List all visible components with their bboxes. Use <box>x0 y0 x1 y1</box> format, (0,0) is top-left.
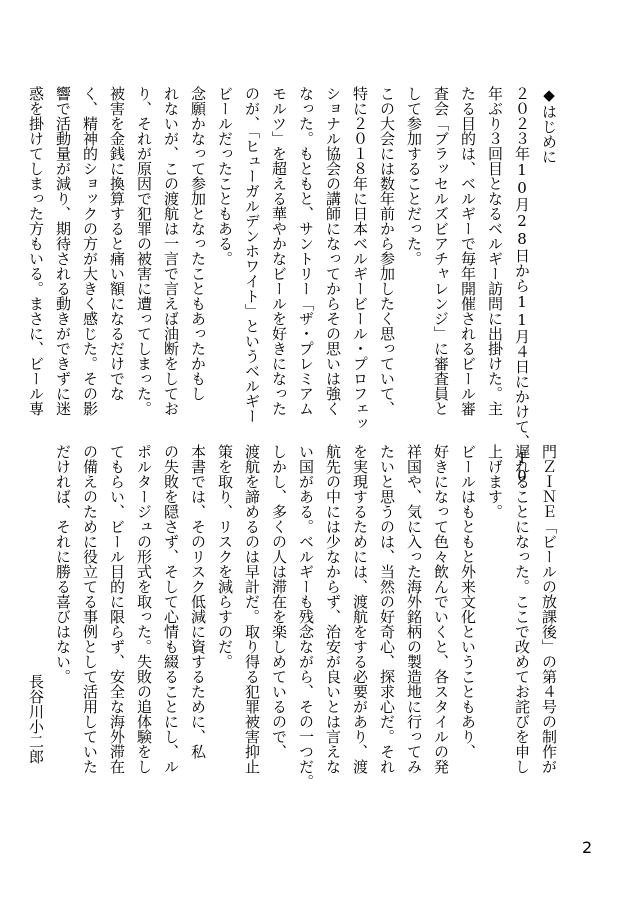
bottom-text-column: の失敗を隠さず、そして心情も綴ることにし、ル <box>162 444 180 774</box>
bottom-text-column: 航先の中には少なからず、治安が良いとは言えな <box>324 444 342 774</box>
bottom-text-column: しかし、多くの人は滞在を楽しめているので、 <box>270 444 288 759</box>
top-text-column: ビールだったこともある。 <box>216 86 234 266</box>
top-text-column: り、それが原因で犯罪の被害に遭ってしまった。 <box>135 86 153 416</box>
bottom-text-column: 好きになって色々飲んでいくと、各スタイルの発 <box>432 444 450 774</box>
bottom-text-column: を実現するためには、渡航をする必要があり、渡 <box>351 444 369 774</box>
top-text-column: 査会「ブラッセルズビアチャレンジ」に審査員と <box>432 86 450 416</box>
top-text-column: モルツ」を超える華やかなビールを好きになった <box>270 86 288 416</box>
top-text-column: 特に２０１８年に日本ベルギービール・プロフェッ <box>351 86 369 431</box>
top-text-column: 念願かなって参加となったこともあったかもし <box>189 86 207 401</box>
bottom-text-column: い国がある。ベルギーも残念ながら、その一つだ。 <box>297 444 315 789</box>
bottom-text-column: 長谷川小二郎 <box>27 674 45 764</box>
top-text-column: ◆はじめに <box>540 86 558 164</box>
bottom-text-column: 本書では、そのリスク低減に資するために、私 <box>189 444 207 759</box>
bottom-text-column: 渡航を諦めるのは早計だ。取り得る犯罪被害抑止 <box>243 444 261 774</box>
bottom-text-column: 祥国や、気に入った海外銘柄の製造地に行ってみ <box>405 444 423 774</box>
bottom-text-column: 上げます。 <box>486 444 504 519</box>
bottom-text-column: だければ、それに勝る喜びはない。 <box>54 444 72 684</box>
top-text-column: 響で活動量が減り、期待される動きができずに迷 <box>54 86 72 416</box>
top-text-column: 年ぶり３回目となるベルギー訪問に出掛けた。主 <box>486 86 504 416</box>
bottom-text-column: 遅れることになった。ここで改めてお詫びを申し <box>513 444 531 774</box>
bottom-text-column: ビールはもともと外来文化ということもあり、 <box>459 444 477 759</box>
top-text-column: れないが、この渡航は一言で言えば油断をしてお <box>162 86 180 416</box>
top-text-column: ２０２３年10月28日から11月４日にかけて、10 <box>513 86 531 485</box>
top-text-column: この大会には数年前から参加したく思っていて、 <box>378 86 396 416</box>
text-block-bottom <box>27 444 562 789</box>
bottom-text-column: ポルタージュの形式を取った。失敗の追体験をし <box>135 444 153 774</box>
top-text-column: して参加することだった。 <box>405 86 423 266</box>
top-text-column: たる目的は、ベルギーで毎年開催されるビール審 <box>459 86 477 416</box>
bottom-text-column: 策を取り、リスクを減らすのだ。 <box>216 444 234 669</box>
top-text-column: 惑を掛けてしまった方もいる。まさに、ビール専 <box>27 86 45 416</box>
top-text-column: ショナル協会の講師になってからその思いは強く <box>324 86 342 416</box>
bottom-text-column: の備えのために役立てる事例として活用していた <box>81 444 99 774</box>
bottom-text-column: 門ＺＩＮＥ「ビールの放課後」の第４号の制作が <box>540 444 558 774</box>
top-text-column: 被害を金銭に換算すると痛い額になるだけでな <box>108 86 126 401</box>
bottom-text-column: たいと思うのは、当然の好奇心、探求心だ。それ <box>378 444 396 774</box>
top-text-column: のが、「ヒューガルデンホワイト」というベルギー <box>243 86 261 424</box>
page-number: 2 <box>582 838 593 857</box>
bottom-text-column: てもらい、ビール目的に限らず、安全な海外滞在 <box>108 444 126 774</box>
top-text-column: く、精神的ショックの方が大きく感じた。その影 <box>81 86 99 416</box>
top-text-column: なった。もともと、サントリー「ザ・プレミアム <box>297 86 315 416</box>
